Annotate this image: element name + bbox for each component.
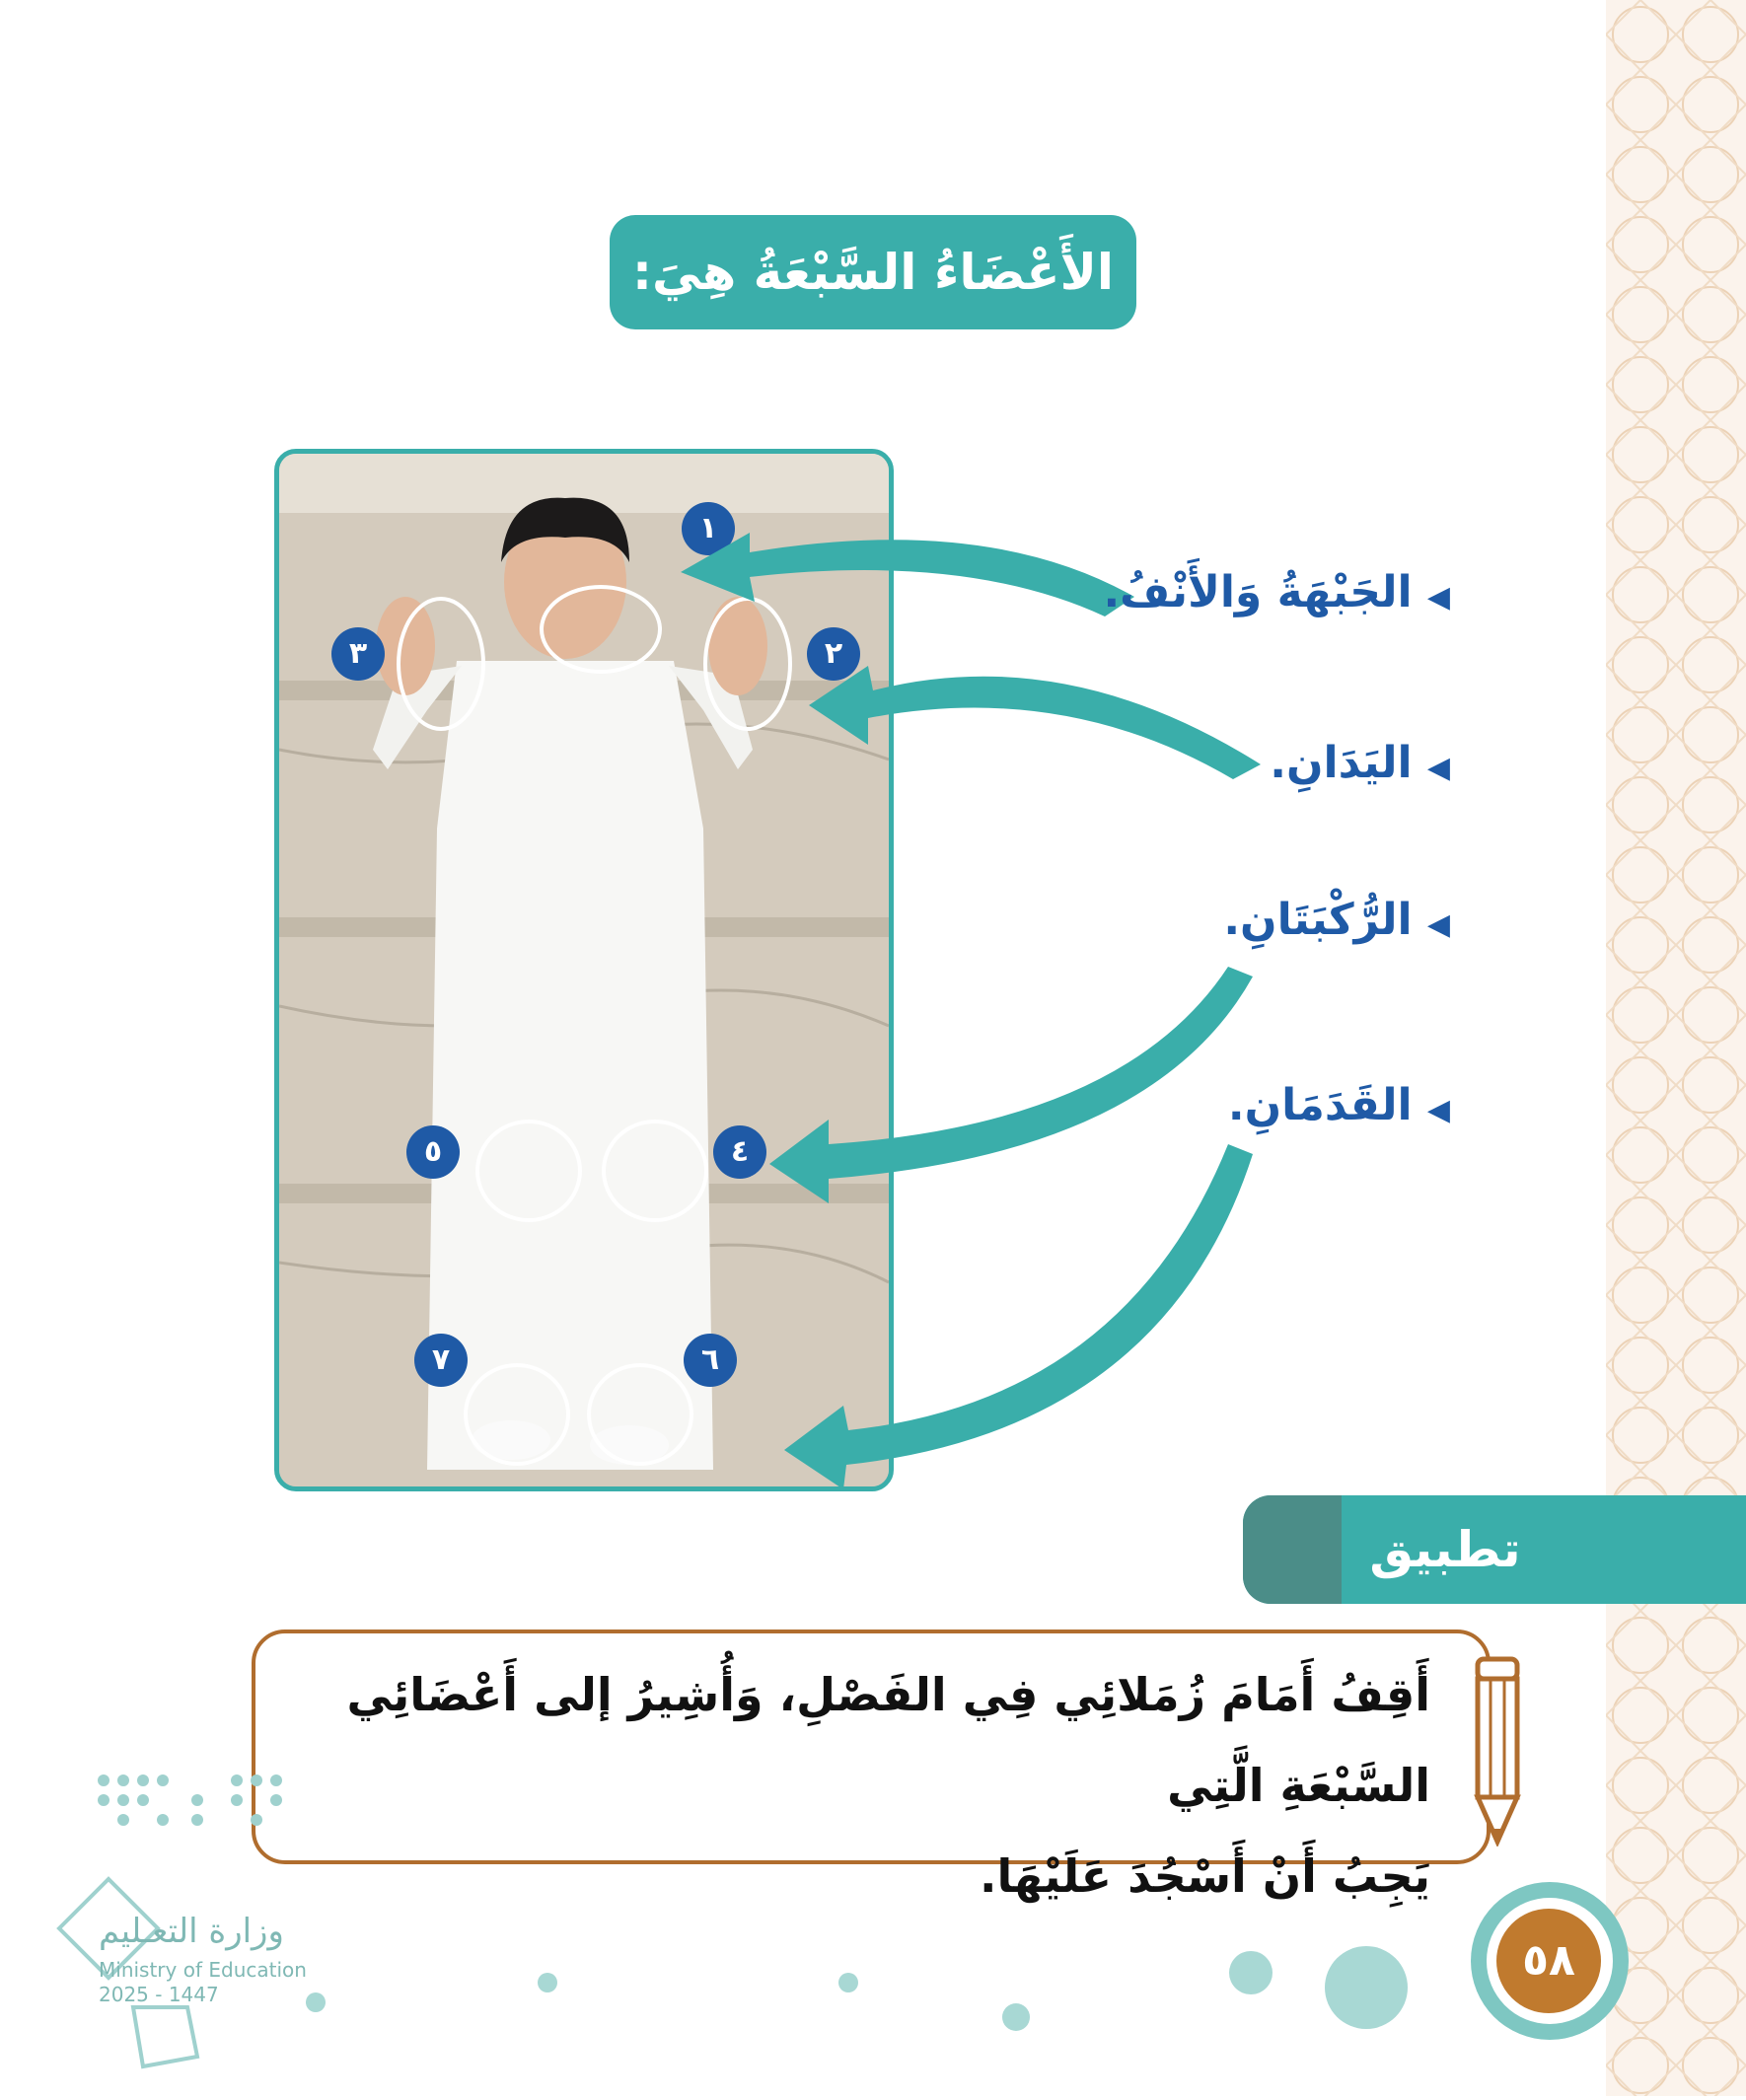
bullet-icon: ◀ bbox=[1426, 907, 1450, 942]
badge-3: ٣ bbox=[331, 627, 385, 681]
badge-4: ٤ bbox=[713, 1125, 766, 1179]
application-heading: تطبيق bbox=[1369, 1521, 1521, 1578]
label-forehead-nose: ◀ الجَبْهَةُ وَالأَنْفُ. bbox=[1103, 567, 1450, 617]
page-number: ٥٨ bbox=[1496, 1909, 1601, 2013]
task-line-2: يَجِبُ أَنْ أَسْجُدَ عَلَيْهَا. bbox=[979, 1849, 1430, 1903]
label-feet: ◀ القَدَمَانِ. bbox=[1227, 1080, 1450, 1130]
task-text bbox=[296, 1649, 1430, 1921]
section-title-text: الأَعْضَاءُ السَّبْعَةُ هِيَ: bbox=[632, 244, 1114, 301]
bullet-icon: ◀ bbox=[1426, 1093, 1450, 1127]
task-line-1: أَقِفُ أَمَامَ زُمَلائِي فِي الفَصْلِ، وَأُشِيرُ إلى أَعْضَائِي السَّبْعَةِ الَّتِي bbox=[346, 1668, 1430, 1812]
ministry-year: 2025 - 1447 bbox=[99, 1983, 219, 2006]
ministry-name-english: Ministry of Education bbox=[99, 1958, 307, 1982]
arrow-to-hands bbox=[809, 666, 1261, 779]
ministry-name-arabic: وزارة التعـليم bbox=[99, 1912, 284, 1951]
bullet-icon: ◀ bbox=[1426, 751, 1450, 785]
arrow-to-knees bbox=[769, 967, 1253, 1203]
badge-6: ٦ bbox=[684, 1334, 737, 1387]
badge-5: ٥ bbox=[406, 1125, 460, 1179]
arrow-to-forehead bbox=[681, 533, 1134, 616]
badge-7: ٧ bbox=[414, 1334, 468, 1387]
bullet-icon: ◀ bbox=[1426, 580, 1450, 615]
label-knees: ◀ الرُّكْبَتَانِ. bbox=[1223, 895, 1450, 945]
label-hands: ◀ اليَدَانِ. bbox=[1270, 738, 1450, 788]
pencil-icon bbox=[1468, 1649, 1527, 1847]
arrow-to-feet bbox=[784, 1144, 1253, 1489]
decorative-rosettes bbox=[296, 1923, 1480, 2062]
badge-1: ١ bbox=[682, 502, 735, 555]
badge-2: ٢ bbox=[807, 627, 860, 681]
